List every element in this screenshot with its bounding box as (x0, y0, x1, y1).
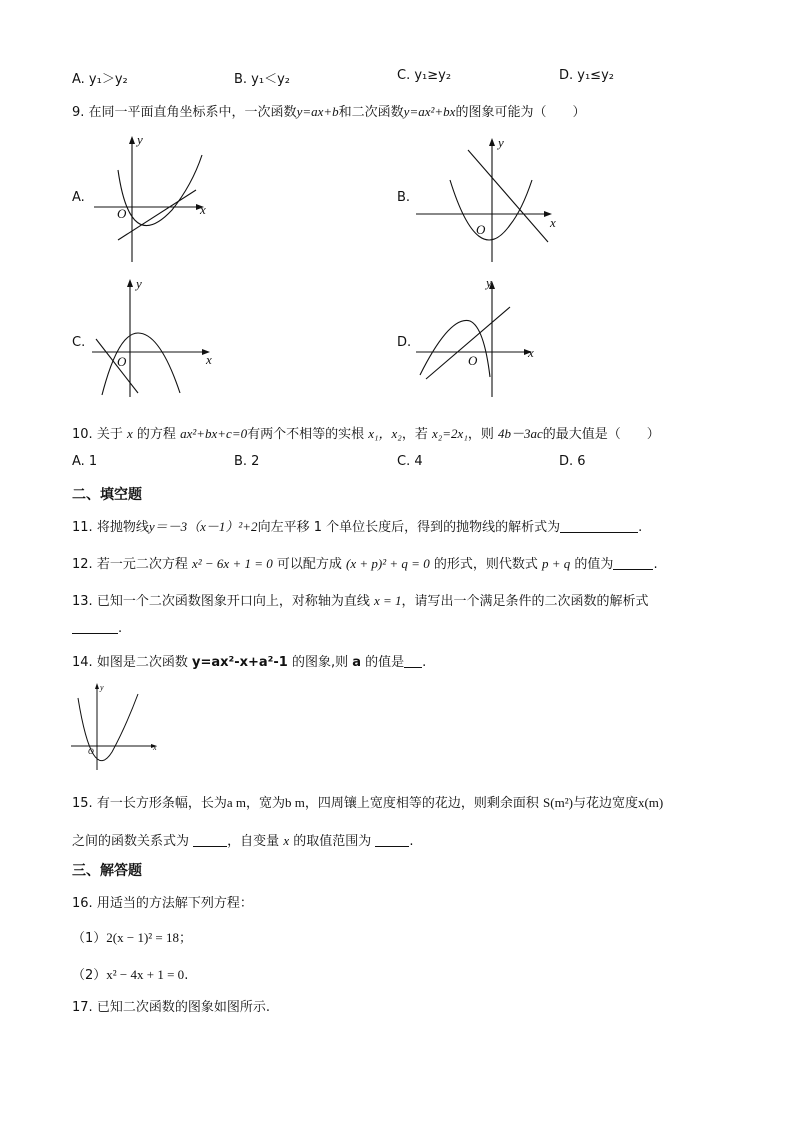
q10-option-b: B. 2 (234, 454, 260, 469)
q8-option-b: B. y₁＜y₂ (234, 72, 290, 87)
quadratic-function: y=ax²+bx (403, 104, 456, 119)
y-axis-label: y (100, 683, 104, 692)
origin-label: O (117, 206, 127, 221)
q13-answer-line: . (72, 620, 122, 636)
q8-option-c: C. y₁≥y₂ (397, 68, 452, 83)
q16-part2: （2）x² − 4x + 1 = 0. (72, 967, 189, 983)
q13-stem: 13. 已知一个二次函数图象开口向上，对称轴为直线 x = 1，请写出一个满足条件的二次函数的解析式 (72, 593, 649, 609)
section-heading-solve: 三、解答题 (72, 863, 142, 879)
q10-option-a: A. 1 (72, 454, 98, 469)
q14-graph (68, 680, 164, 772)
origin-label: O (468, 353, 478, 368)
q15-stem: 15. 有一长方形条幅，长为a m，宽为b m，四周镶上宽度相等的花边，则剩余面积 S(m²)与花边宽度x(m) (72, 795, 664, 811)
q9-graph-c (90, 275, 220, 400)
q9-label-d: D. (397, 335, 412, 350)
y-axis-label: y (498, 135, 504, 150)
q11-stem: 11. 将抛物线y＝－3（x－1）²+2向左平移 1 个单位长度后，得到的抛物线的解析式为 . (72, 519, 643, 535)
q15-line2: 之间的函数关系式为 ，自变量 x 的取值范围为 . (72, 833, 414, 849)
answer-blank[interactable] (613, 556, 653, 570)
answer-blank[interactable] (404, 654, 422, 668)
q16-part1: （1）2(x − 1)² = 18； (72, 930, 193, 946)
x-axis-label: x (206, 352, 212, 367)
q14-stem: 14. 如图是二次函数 y=ax²-x+a²-1 的图象,则 a 的值是 . (72, 655, 427, 670)
y-axis-label: y (136, 276, 142, 291)
x-axis-label: x (200, 202, 206, 217)
q9-label-b: B. (397, 190, 411, 205)
q16-stem: 16. 用适当的方法解下列方程： (72, 896, 253, 911)
q10-option-c: C. 4 (397, 454, 423, 469)
q9-graph-b (410, 130, 570, 270)
q10-stem: 10. 关于 x 的方程 ax²+bx+c=0有两个不相等的实根 x₁，x₂，若 x₂=2x₁，则 4b－3ac的最大值是（ ） (72, 426, 660, 442)
q9-graph-d (410, 275, 550, 400)
q8-option-d: D. y₁≤y₂ (559, 68, 614, 83)
origin-label: O (476, 222, 486, 237)
origin-label: O (88, 747, 94, 756)
answer-blank[interactable] (375, 833, 409, 847)
x-axis-label: x (550, 215, 556, 230)
q10-option-d: D. 6 (559, 454, 586, 469)
y-axis-label: y (486, 275, 492, 290)
question-number: 9. (72, 105, 85, 120)
q9-label-a: A. (72, 190, 85, 205)
y-axis-label: y (137, 132, 143, 147)
x-axis-label: x (528, 345, 534, 360)
x-axis-label: x (153, 743, 157, 752)
answer-blank[interactable] (193, 833, 227, 847)
q8-option-a: A. y₁＞y₂ (72, 72, 128, 87)
linear-function: y=ax+b (296, 104, 339, 119)
q12-stem: 12. 若一元二次方程 x² − 6x + 1 = 0 可以配方成 (x + p)² + q = 0 的形式，则代数式 p + q 的值为 . (72, 556, 658, 572)
q9-label-c: C. (72, 335, 86, 350)
answer-blank[interactable] (560, 519, 638, 533)
q9-stem: 9. 在同一平面直角坐标系中，一次函数y=ax+b和二次函数y=ax²+bx的图象可能为（ ） (72, 104, 586, 120)
origin-label: O (117, 354, 127, 369)
answer-blank[interactable] (72, 620, 118, 634)
q9-graph-a (90, 130, 220, 270)
q17-stem: 17. 已知二次函数的图象如图所示. (72, 1000, 270, 1015)
section-heading-fill-in: 二、填空题 (72, 487, 142, 503)
